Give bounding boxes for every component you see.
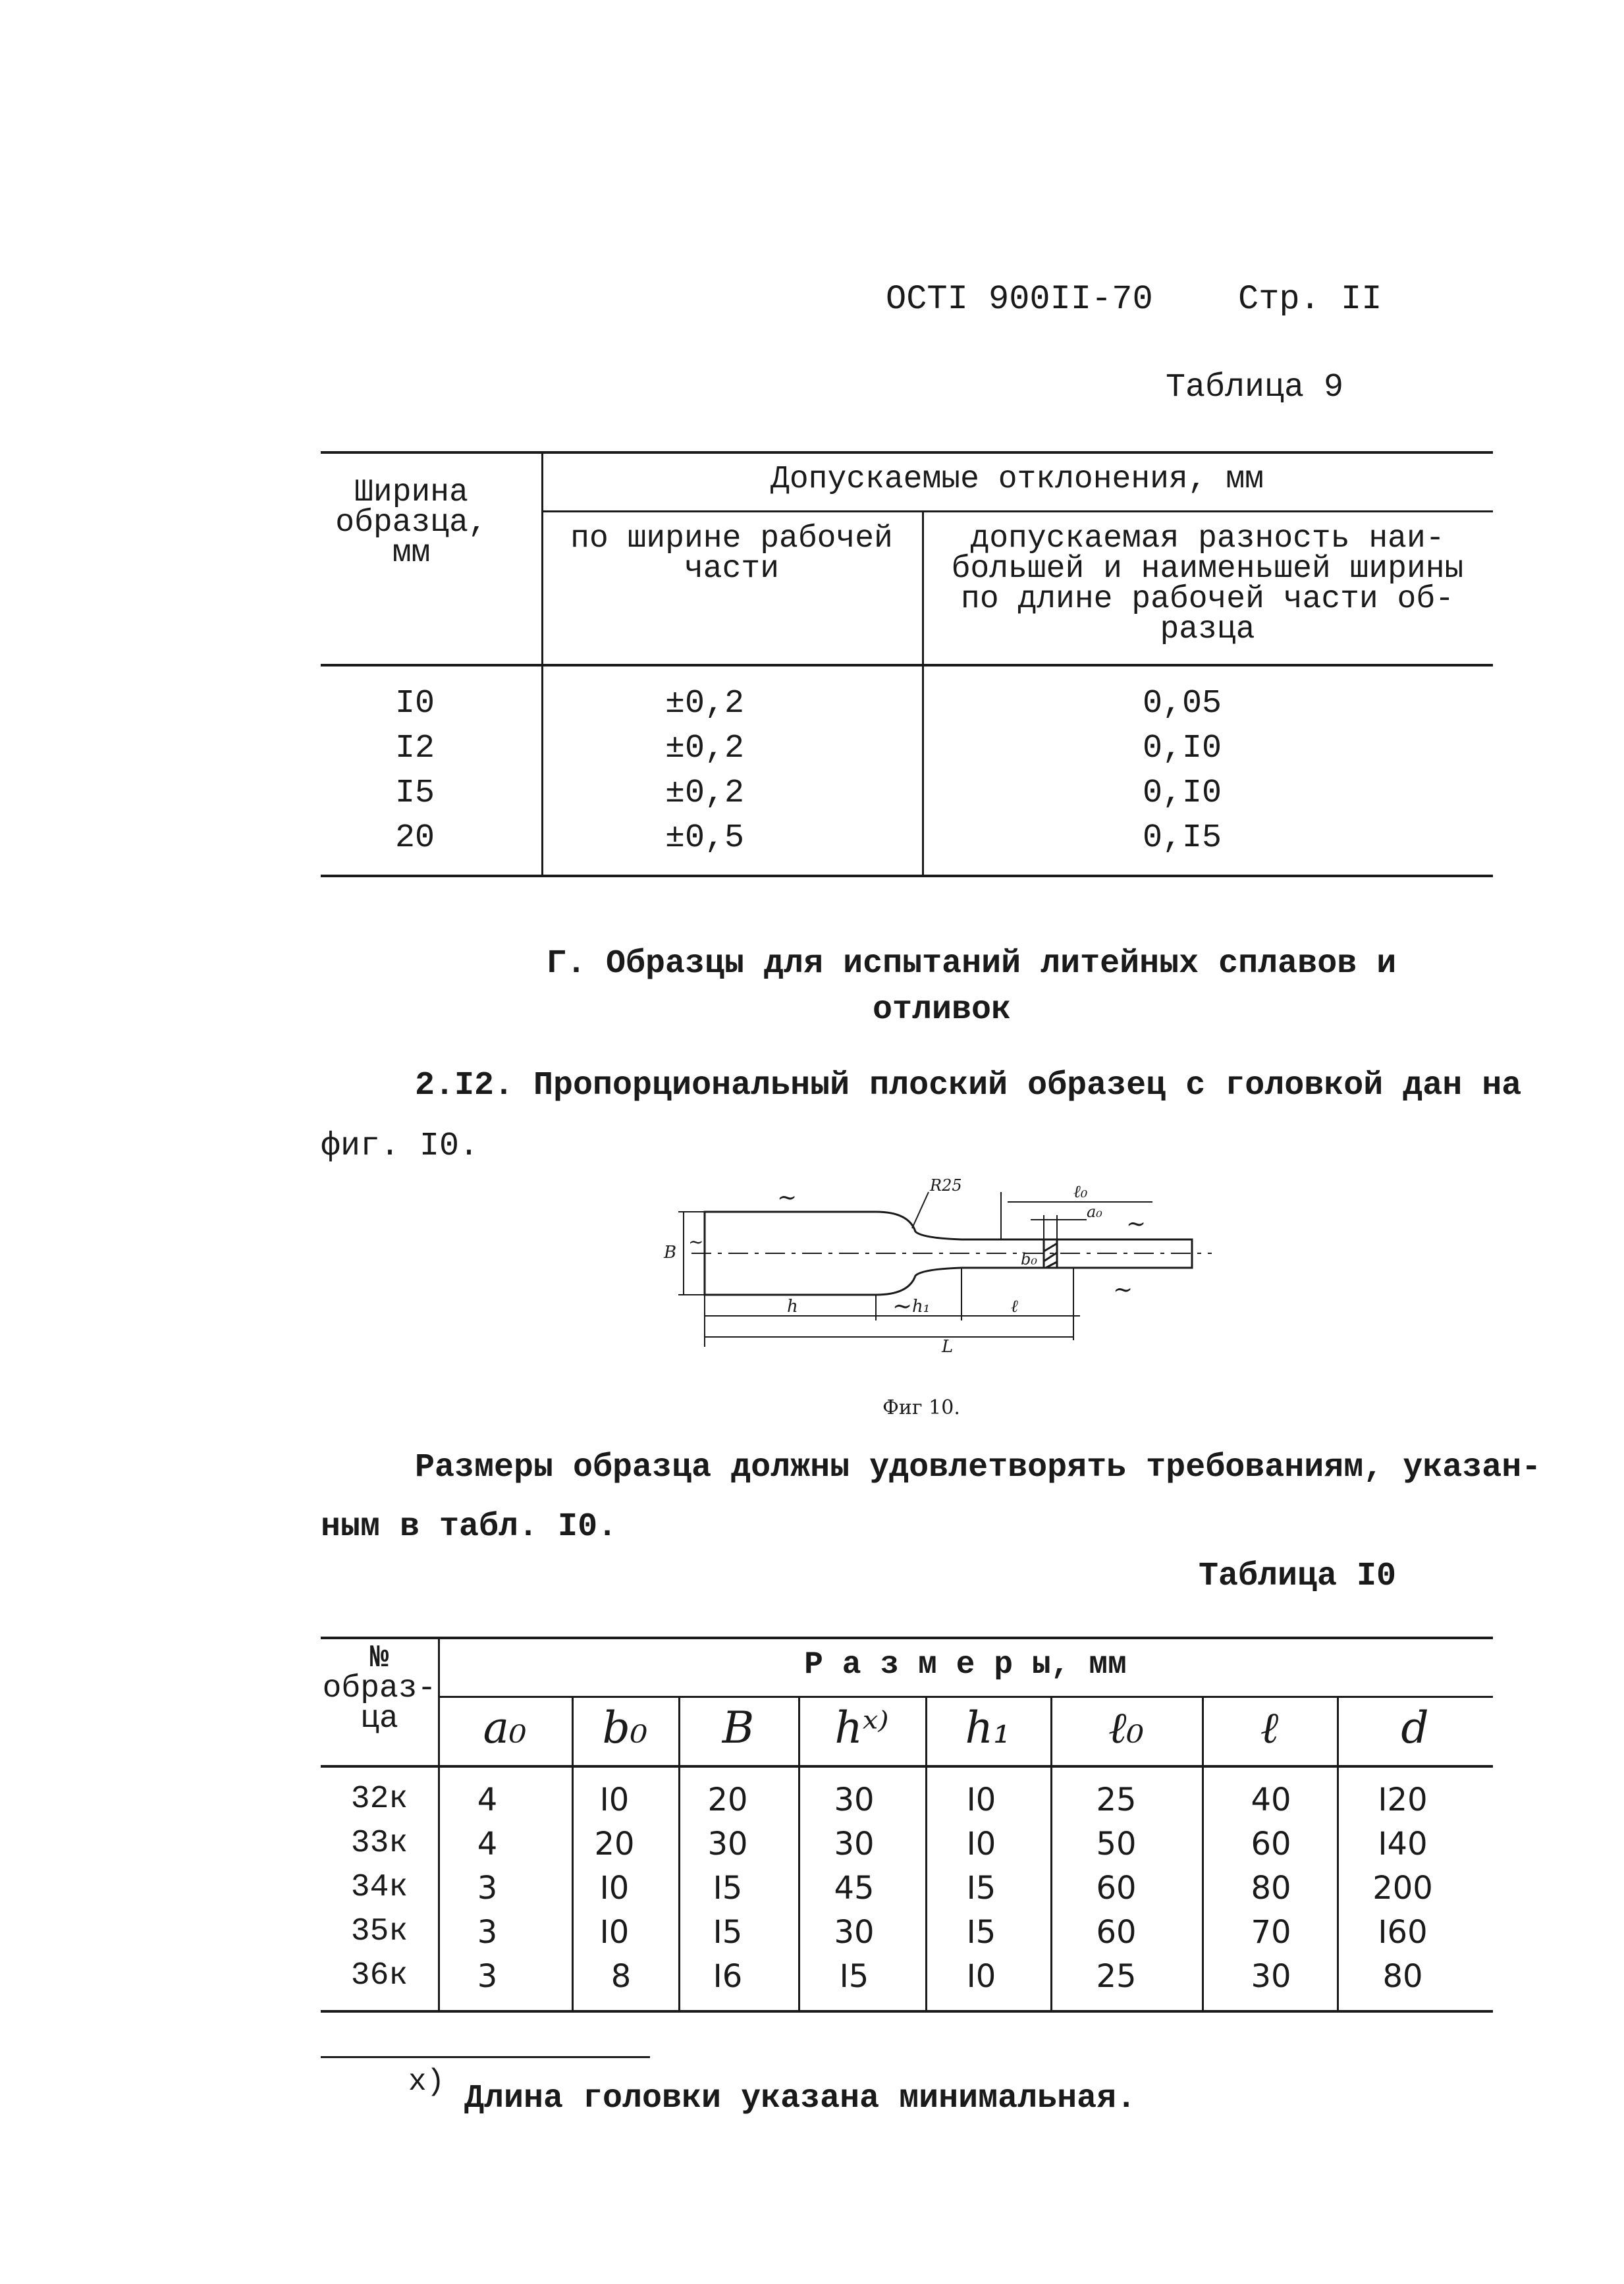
table9-group-rule — [541, 510, 1493, 512]
table10-caption: Таблица I0 — [1199, 1558, 1397, 1595]
label-h: h — [787, 1297, 798, 1317]
table10-cell: 70 — [1251, 1914, 1291, 1951]
table9-bottom-rule — [321, 875, 1493, 877]
table10-cell: I5 — [713, 1870, 743, 1907]
paragraph-2-line2: ным в табл. I0. — [321, 1508, 618, 1546]
table9-cell-width: 20 — [394, 819, 435, 857]
footnote-text: Длина головки указана минимальная. — [464, 2080, 1137, 2117]
table10-cell: 45 — [834, 1870, 875, 1907]
label-a0: a₀ — [1087, 1203, 1102, 1221]
table10-cell: 60 — [1251, 1826, 1291, 1863]
paragraph-2-line1: Размеры образца должны удовлетворять требованиям, указан- — [415, 1449, 1542, 1486]
label-l: ℓ — [1011, 1297, 1018, 1317]
section-title-line2: отливок — [873, 991, 1012, 1029]
table10-cell: 60 — [1096, 1870, 1137, 1907]
table10-cell: 4 — [477, 1781, 498, 1818]
table10-cell-no: 35к — [350, 1914, 408, 1949]
table10-subheader-B: B — [722, 1702, 755, 1753]
table10-cell: 60 — [1096, 1914, 1137, 1951]
table10-bottom-rule — [321, 2010, 1493, 2013]
table10-subheader-a0: a₀ — [483, 1702, 527, 1753]
table9-group-header: Допускаемые отклонения, мм — [771, 462, 1264, 497]
document-code: ОСТI 900II-70 — [886, 280, 1153, 319]
roughness-mark-3: ~ — [892, 1293, 913, 1320]
table10-cell: 20 — [707, 1781, 748, 1818]
table9-col-diff-header: допускаемая разность наи- большей и наименьшей ширины по длине рабочей части об- разца — [951, 521, 1464, 647]
roughness-mark-2: ~ — [1126, 1210, 1147, 1237]
table10-cell: 3 — [477, 1914, 498, 1951]
table9-cell-dev: ±0,2 — [664, 685, 745, 722]
table10-cell: 4 — [477, 1826, 498, 1863]
table10-cell: 30 — [834, 1914, 875, 1951]
label-B: B — [664, 1243, 677, 1263]
table10-cell: 200 — [1372, 1870, 1433, 1907]
table10-top-rule — [321, 1637, 1493, 1639]
page-number: Стр. II — [1238, 280, 1382, 319]
table9-cell-dev: ±0,2 — [664, 730, 745, 767]
table10-cell: I20 — [1378, 1781, 1428, 1818]
label-h1: h₁ — [912, 1297, 931, 1317]
table10-cell: 25 — [1096, 1781, 1137, 1818]
table10-cell-no: 33к — [350, 1826, 408, 1861]
table10-subheader-d: d — [1401, 1702, 1429, 1753]
table9-top-rule — [321, 451, 1493, 454]
table10-cell: I6 — [713, 1958, 743, 1995]
table9-col-width-header: Ширина образца, мм — [335, 475, 487, 571]
table10-cell: I40 — [1378, 1826, 1428, 1863]
table10-group-header: Р а з м е р ы, мм — [804, 1647, 1127, 1683]
table9-cell-diff: 0,I0 — [1142, 775, 1222, 812]
table10-cell: 30 — [834, 1826, 875, 1863]
table10-cell: 3 — [477, 1958, 498, 1995]
table10-cell: 80 — [1251, 1870, 1291, 1907]
table9-cell-diff: 0,I0 — [1142, 730, 1222, 767]
table10-cell: I5 — [713, 1914, 743, 1951]
roughness-mark-4: ~ — [1113, 1276, 1133, 1303]
table10-cell: 30 — [834, 1781, 875, 1818]
table10-cell: I5 — [966, 1914, 996, 1951]
figure-caption: Фиг 10. — [882, 1396, 960, 1419]
table10-cell: 40 — [1251, 1781, 1291, 1818]
table9-cell-diff: 0,05 — [1142, 685, 1222, 722]
table9-cell-width: I0 — [394, 685, 435, 722]
specimen-drawing — [652, 1166, 1232, 1363]
table9-caption: Таблица 9 — [1166, 369, 1344, 406]
table10-vline — [438, 1637, 440, 2012]
section-title-line1: Г. Образцы для испытаний литейных сплавов и — [547, 945, 1397, 983]
table10-cell: I0 — [599, 1870, 630, 1907]
table10-cell: I0 — [966, 1958, 996, 1995]
roughness-mark-5: ~ — [688, 1231, 704, 1253]
table10-cell: I60 — [1378, 1914, 1428, 1951]
table10-cell: 30 — [1251, 1958, 1291, 1995]
table10-cell-no: 36к — [350, 1958, 408, 1994]
table9-cell-diff: 0,I5 — [1142, 819, 1222, 857]
table10-cell: I0 — [599, 1781, 630, 1818]
label-L: L — [942, 1337, 954, 1357]
table9-header-rule — [321, 664, 1493, 666]
table10-cell: I0 — [966, 1826, 996, 1863]
table10-header-rule — [321, 1765, 1493, 1768]
table9-col-dev-header: по ширине рабочей части — [570, 521, 893, 587]
table9-cell-dev: ±0,2 — [664, 775, 745, 812]
table10-subheader-h1: h₁ — [965, 1702, 1011, 1753]
table10-cell: 80 — [1382, 1958, 1423, 1995]
table10-subheader-l: ℓ — [1260, 1702, 1279, 1753]
table9-cell-width: I2 — [394, 730, 435, 767]
footnote-rule — [321, 2056, 650, 2058]
table10-cell: 20 — [594, 1826, 635, 1863]
table10-cell-no: 32к — [350, 1781, 408, 1817]
table10-cell: 50 — [1096, 1826, 1137, 1863]
table10-cell: I5 — [966, 1870, 996, 1907]
table10-cell-no: 34к — [350, 1870, 408, 1905]
table10-cell: 3 — [477, 1870, 498, 1907]
footnote-mark: x) — [408, 2065, 445, 2099]
table10-group-rule — [438, 1696, 1493, 1698]
table10-cell: I5 — [839, 1958, 869, 1995]
table10-cell: 25 — [1096, 1958, 1137, 1995]
table10-subheader-l0: ℓ₀ — [1108, 1702, 1144, 1753]
table10-cell: 8 — [610, 1958, 632, 1995]
table10-cell: I0 — [599, 1914, 630, 1951]
table10-subheader-h: hˣ⁾ — [834, 1702, 889, 1753]
label-r25: R25 — [930, 1176, 962, 1195]
roughness-mark-1: ~ — [777, 1184, 798, 1211]
table9-cell-dev: ±0,5 — [664, 819, 745, 857]
table10-cell: 30 — [707, 1826, 748, 1863]
paragraph-1-line2: фиг. I0. — [321, 1128, 479, 1165]
table9-vline-1 — [541, 451, 543, 876]
table10-col-no-header: № образ- ца — [322, 1641, 437, 1737]
table9-cell-width: I5 — [394, 775, 435, 812]
table10-subheader-b0: b₀ — [602, 1702, 648, 1753]
table10-cell: I0 — [966, 1781, 996, 1818]
label-b0: b₀ — [1021, 1250, 1037, 1268]
label-l0: ℓ₀ — [1073, 1182, 1088, 1202]
paragraph-1-line1: 2.I2. Пропорциональный плоский образец с головкой дан на — [415, 1067, 1522, 1104]
